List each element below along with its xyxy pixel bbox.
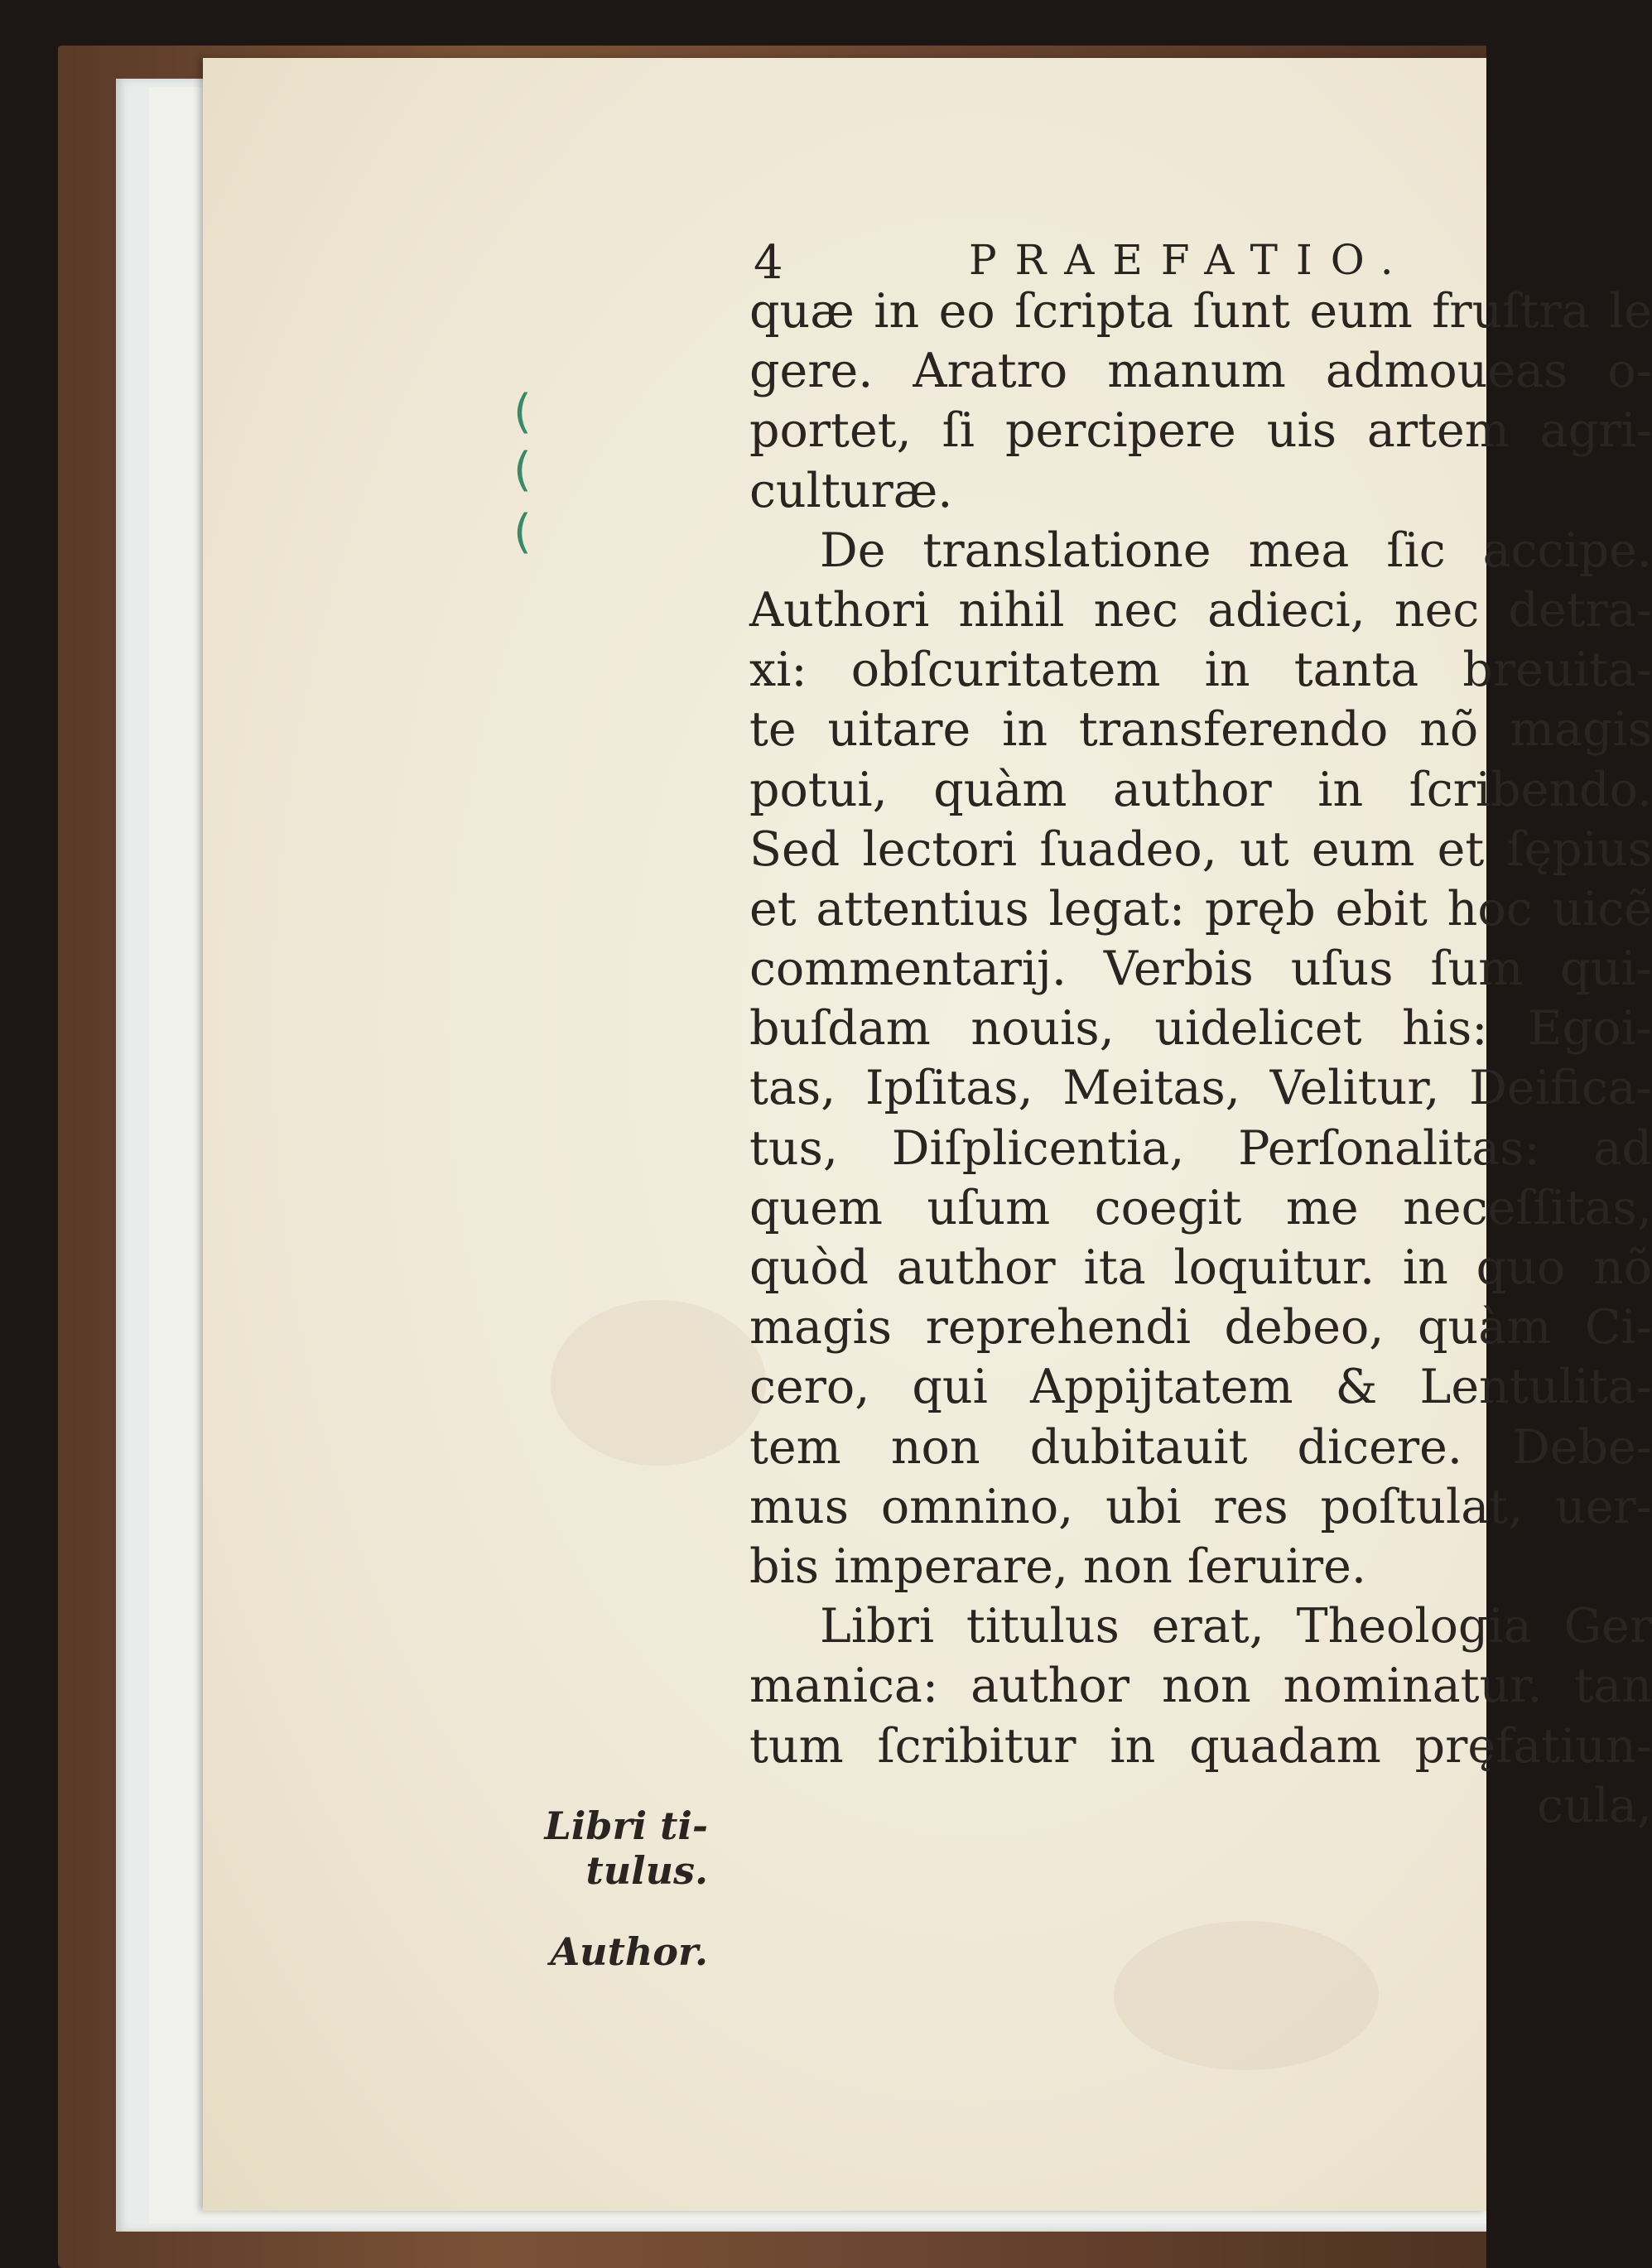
text-line: et attentius legat: pręb ebit hoc uicẽ xyxy=(749,881,1652,937)
text-line: te uitare in transferendo nõ magis xyxy=(749,702,1652,758)
marginal-note-author: Author. xyxy=(550,1929,708,1974)
pencil-bracket-mark: ( xyxy=(513,443,532,497)
marginal-note-line: Libri ti- xyxy=(544,1803,708,1848)
paper-stain xyxy=(551,1300,766,1466)
book-page xyxy=(203,58,1652,2211)
text-line: tas, Ipſitas, Meitas, Velitur, Deifica- xyxy=(749,1061,1652,1116)
text-line: tem non dubitauit dicere. Debe- xyxy=(749,1419,1652,1475)
page-number: 4 xyxy=(754,236,783,290)
text-line: De translatione mea ſic accipe. xyxy=(820,522,1652,578)
paper-stain xyxy=(1114,1921,1379,2070)
marginal-note-title xyxy=(360,1803,708,1893)
text-line: gere. Aratro manum admoueas o- xyxy=(749,344,1652,399)
text-line: portet, ſi percipere uis artem agri- xyxy=(749,403,1652,459)
text-line: quòd author ita loquitur. in quo nõ xyxy=(749,1240,1652,1295)
text-line: quem uſum coegit me neceſſitas, xyxy=(749,1180,1652,1235)
text-line: tum ſcribitur in quadam pręfatiun- xyxy=(749,1718,1652,1774)
text-line: Authori nihil nec adieci, nec detra- xyxy=(749,582,1652,638)
text-line: buſdam nouis, uidelicet his: Egoi- xyxy=(749,1001,1652,1057)
text-line: tus, Diſplicentia, Perſonalitas: ad xyxy=(749,1120,1652,1176)
text-line: commentarij. Verbis uſus ſum qui- xyxy=(749,941,1652,997)
text-line: quæ in eo ſcripta ſunt eum fruſtra le xyxy=(749,284,1652,339)
marginal-note-line: tulus. xyxy=(585,1848,708,1893)
text-line: xi: obſcuritatem in tanta breuita- xyxy=(749,643,1652,698)
pencil-bracket-mark: ( xyxy=(513,385,532,439)
text-line: Sed lectori ſuadeo, ut eum et ſępius xyxy=(749,821,1652,877)
pencil-bracket-mark: ( xyxy=(513,505,532,559)
text-line: culturæ. xyxy=(749,463,953,518)
running-title: PRAEFATIO. xyxy=(969,236,1412,284)
text-line: Libri titulus erat, Theologia Ger xyxy=(820,1599,1652,1654)
text-line: mus omnino, ubi res poſtulat, uer- xyxy=(749,1479,1652,1534)
text-line: bis imperare, non ſeruire. xyxy=(749,1538,1367,1594)
catchword: cula, xyxy=(1537,1778,1652,1833)
text-line: potui, quàm author in ſcribendo. xyxy=(749,762,1652,817)
text-line: magis reprehendi debeo, quàm Ci- xyxy=(749,1300,1652,1356)
text-line: cero, qui Appijtatem & Lentulita- xyxy=(749,1360,1652,1415)
body-text xyxy=(749,282,1652,1836)
text-line: manica: author non nominatur. tan xyxy=(749,1659,1652,1714)
